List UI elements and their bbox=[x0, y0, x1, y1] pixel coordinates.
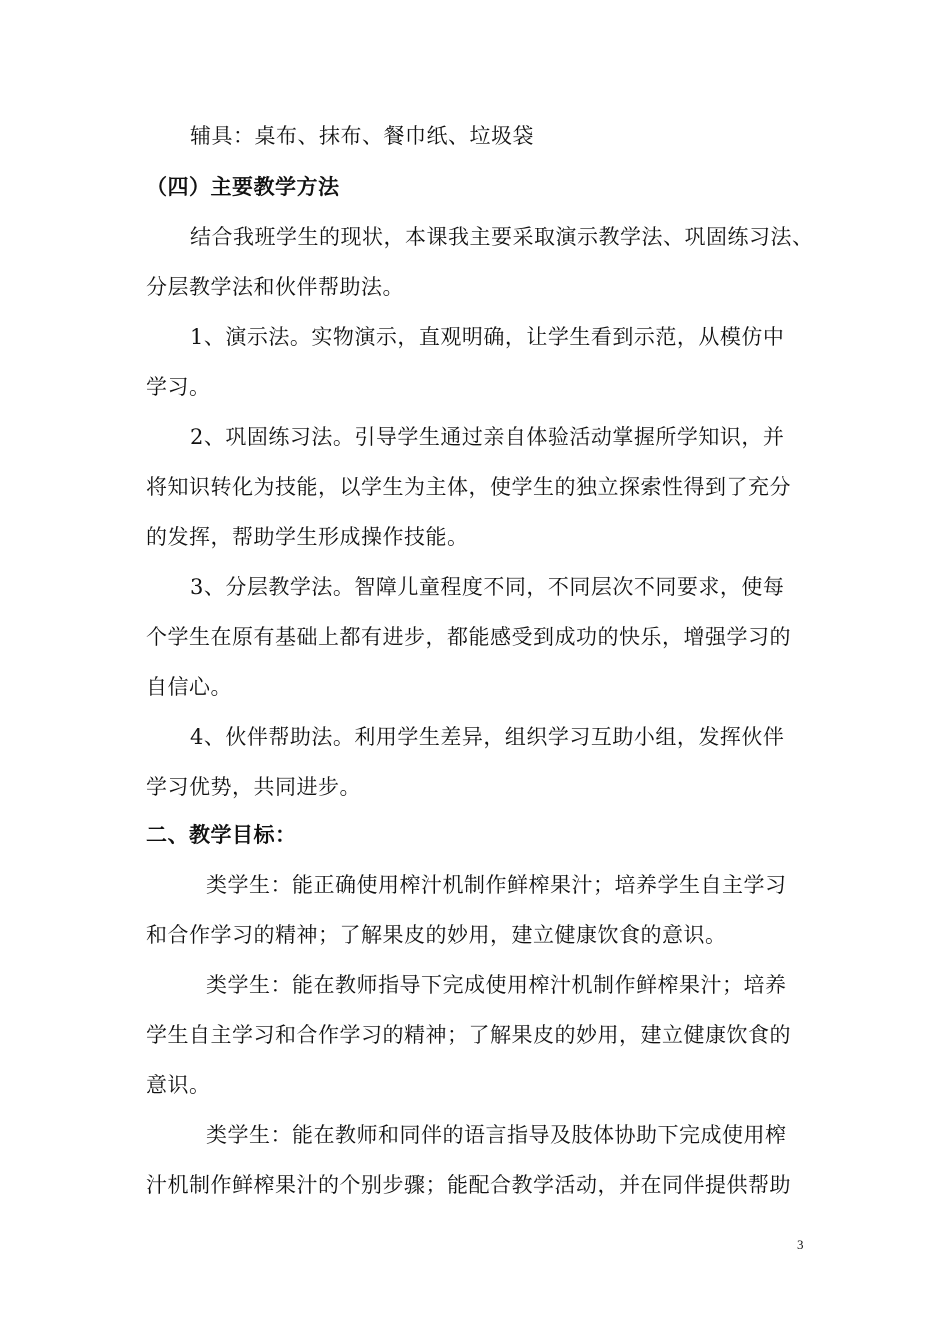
section-heading-teaching-methods: （四）主要教学方法 bbox=[146, 175, 340, 199]
section-heading-teaching-objectives: 二、教学目标： bbox=[146, 823, 297, 847]
page-number: 3 bbox=[797, 1237, 804, 1252]
paragraph-line: 意识。 bbox=[146, 1073, 211, 1097]
paragraph-line: 2、巩固练习法。引导学生通过亲自体验活动掌握所学知识，并 bbox=[190, 425, 785, 449]
paragraph-line: 3、分层教学法。智障儿童程度不同，不同层次不同要求，使每 bbox=[190, 575, 785, 599]
paragraph-line: 汁机制作鲜榨果汁的个别步骤；能配合教学活动，并在同伴提供帮助 bbox=[146, 1173, 791, 1197]
paragraph-line: 类学生：能正确使用榨汁机制作鲜榨果汁；培养学生自主学习 bbox=[206, 873, 787, 897]
paragraph-line: 学习优势，共同进步。 bbox=[146, 775, 361, 799]
paragraph-line: 将知识转化为技能，以学生为主体，使学生的独立探索性得到了充分 bbox=[146, 475, 791, 499]
paragraph-line: 4、伙伴帮助法。利用学生差异，组织学习互助小组，发挥伙伴 bbox=[190, 725, 785, 749]
paragraph-line: 学生自主学习和合作学习的精神；了解果皮的妙用，建立健康饮食的 bbox=[146, 1023, 791, 1047]
paragraph-line: 类学生：能在教师指导下完成使用榨汁机制作鲜榨果汁；培养 bbox=[206, 973, 787, 997]
paragraph-line: 自信心。 bbox=[146, 675, 232, 699]
paragraph-line: 类学生：能在教师和同伴的语言指导及肢体协助下完成使用榨 bbox=[206, 1123, 787, 1147]
paragraph-line: 个学生在原有基础上都有进步，都能感受到成功的快乐，增强学习的 bbox=[146, 625, 791, 649]
paragraph-line: 分层教学法和伙伴帮助法。 bbox=[146, 275, 404, 299]
paragraph-line: 和合作学习的精神；了解果皮的妙用，建立健康饮食的意识。 bbox=[146, 923, 727, 947]
paragraph-line: 1、演示法。实物演示，直观明确，让学生看到示范，从模仿中 bbox=[190, 325, 785, 349]
text-line-aids: 辅具：桌布、抹布、餐巾纸、垃圾袋 bbox=[190, 124, 534, 148]
paragraph-line: 的发挥，帮助学生形成操作技能。 bbox=[146, 525, 469, 549]
paragraph-line: 学习。 bbox=[146, 375, 211, 399]
paragraph-line: 结合我班学生的现状，本课我主要采取演示教学法、巩固练习法、 bbox=[190, 225, 814, 249]
